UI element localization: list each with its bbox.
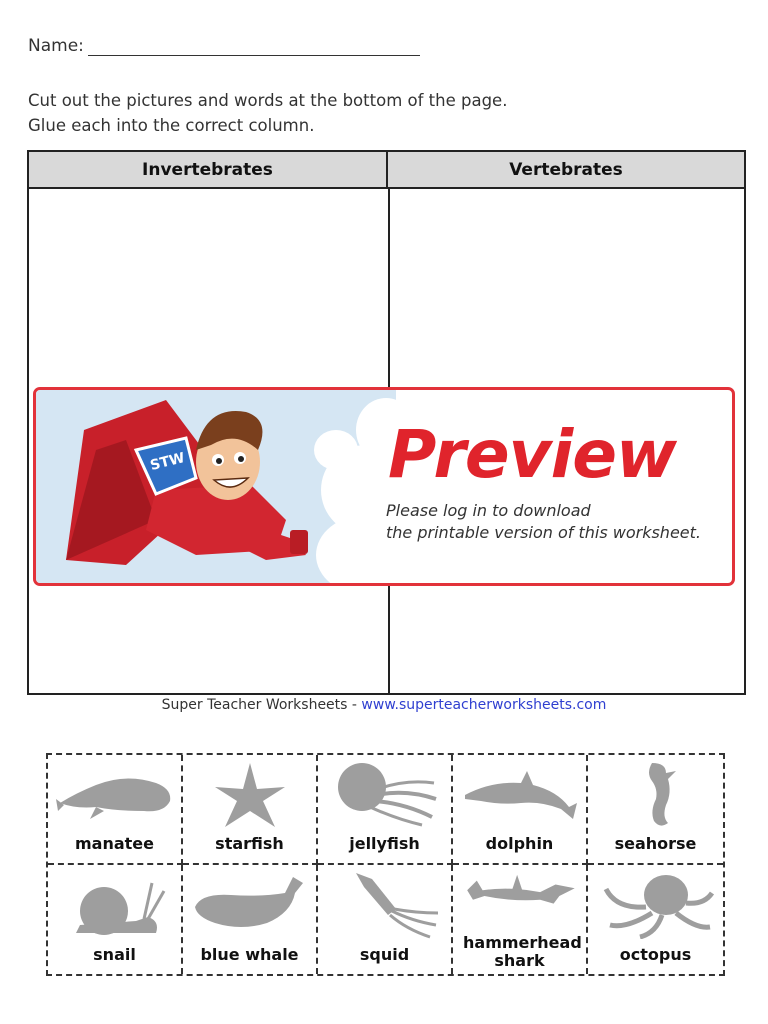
card-jellyfish[interactable] <box>318 755 453 865</box>
instruction-line-2: Glue each into the correct column. <box>28 116 315 135</box>
badge-text: STW <box>148 449 187 475</box>
name-label: Name: <box>28 36 84 56</box>
instruction-line-1: Cut out the pictures and words at the bottom of the page. <box>28 91 508 110</box>
jellyfish-icon <box>326 759 444 829</box>
name-blank-line[interactable] <box>88 55 420 56</box>
cutout-cards-grid <box>46 753 725 976</box>
card-label: seahorse <box>614 833 697 853</box>
seahorse-icon <box>596 759 714 829</box>
snail-icon <box>56 869 174 939</box>
preview-banner <box>33 387 735 586</box>
header-invertebrates: Invertebrates <box>29 152 388 189</box>
instructions <box>28 88 507 138</box>
footer-link[interactable]: www.superteacherworksheets.com <box>361 697 607 713</box>
card-label: hammerhead shark <box>463 933 582 970</box>
header-vertebrates: Vertebrates <box>388 152 744 189</box>
footer-text: Super Teacher Worksheets - <box>161 697 362 713</box>
card-octopus[interactable] <box>588 865 723 975</box>
preview-message <box>386 500 701 544</box>
card-dolphin[interactable] <box>453 755 588 865</box>
card-label: jellyfish <box>349 833 420 853</box>
manatee-icon <box>56 759 174 829</box>
footer <box>0 697 768 713</box>
blue-whale-icon <box>191 869 309 939</box>
preview-title: Preview <box>388 416 677 493</box>
hammerhead-shark-icon <box>461 871 579 919</box>
card-seahorse[interactable] <box>588 755 723 865</box>
starfish-icon <box>191 759 309 829</box>
dolphin-icon <box>461 759 579 829</box>
card-label: blue whale <box>200 945 299 964</box>
card-starfish[interactable] <box>183 755 318 865</box>
preview-message-line-2: the printable version of this worksheet. <box>386 523 701 542</box>
octopus-icon <box>596 869 714 939</box>
card-hammerhead-shark[interactable] <box>453 865 588 975</box>
card-snail[interactable] <box>48 865 183 975</box>
preview-message-line-1: Please log in to download <box>386 501 591 520</box>
card-label: squid <box>359 945 410 964</box>
card-label: starfish <box>215 833 284 853</box>
card-manatee[interactable] <box>48 755 183 865</box>
card-blue-whale[interactable] <box>183 865 318 975</box>
card-label: manatee <box>74 833 154 853</box>
card-squid[interactable] <box>318 865 453 975</box>
card-label: octopus <box>619 945 692 964</box>
squid-icon <box>326 869 444 939</box>
card-label: dolphin <box>485 833 554 853</box>
card-label: snail <box>93 945 136 964</box>
